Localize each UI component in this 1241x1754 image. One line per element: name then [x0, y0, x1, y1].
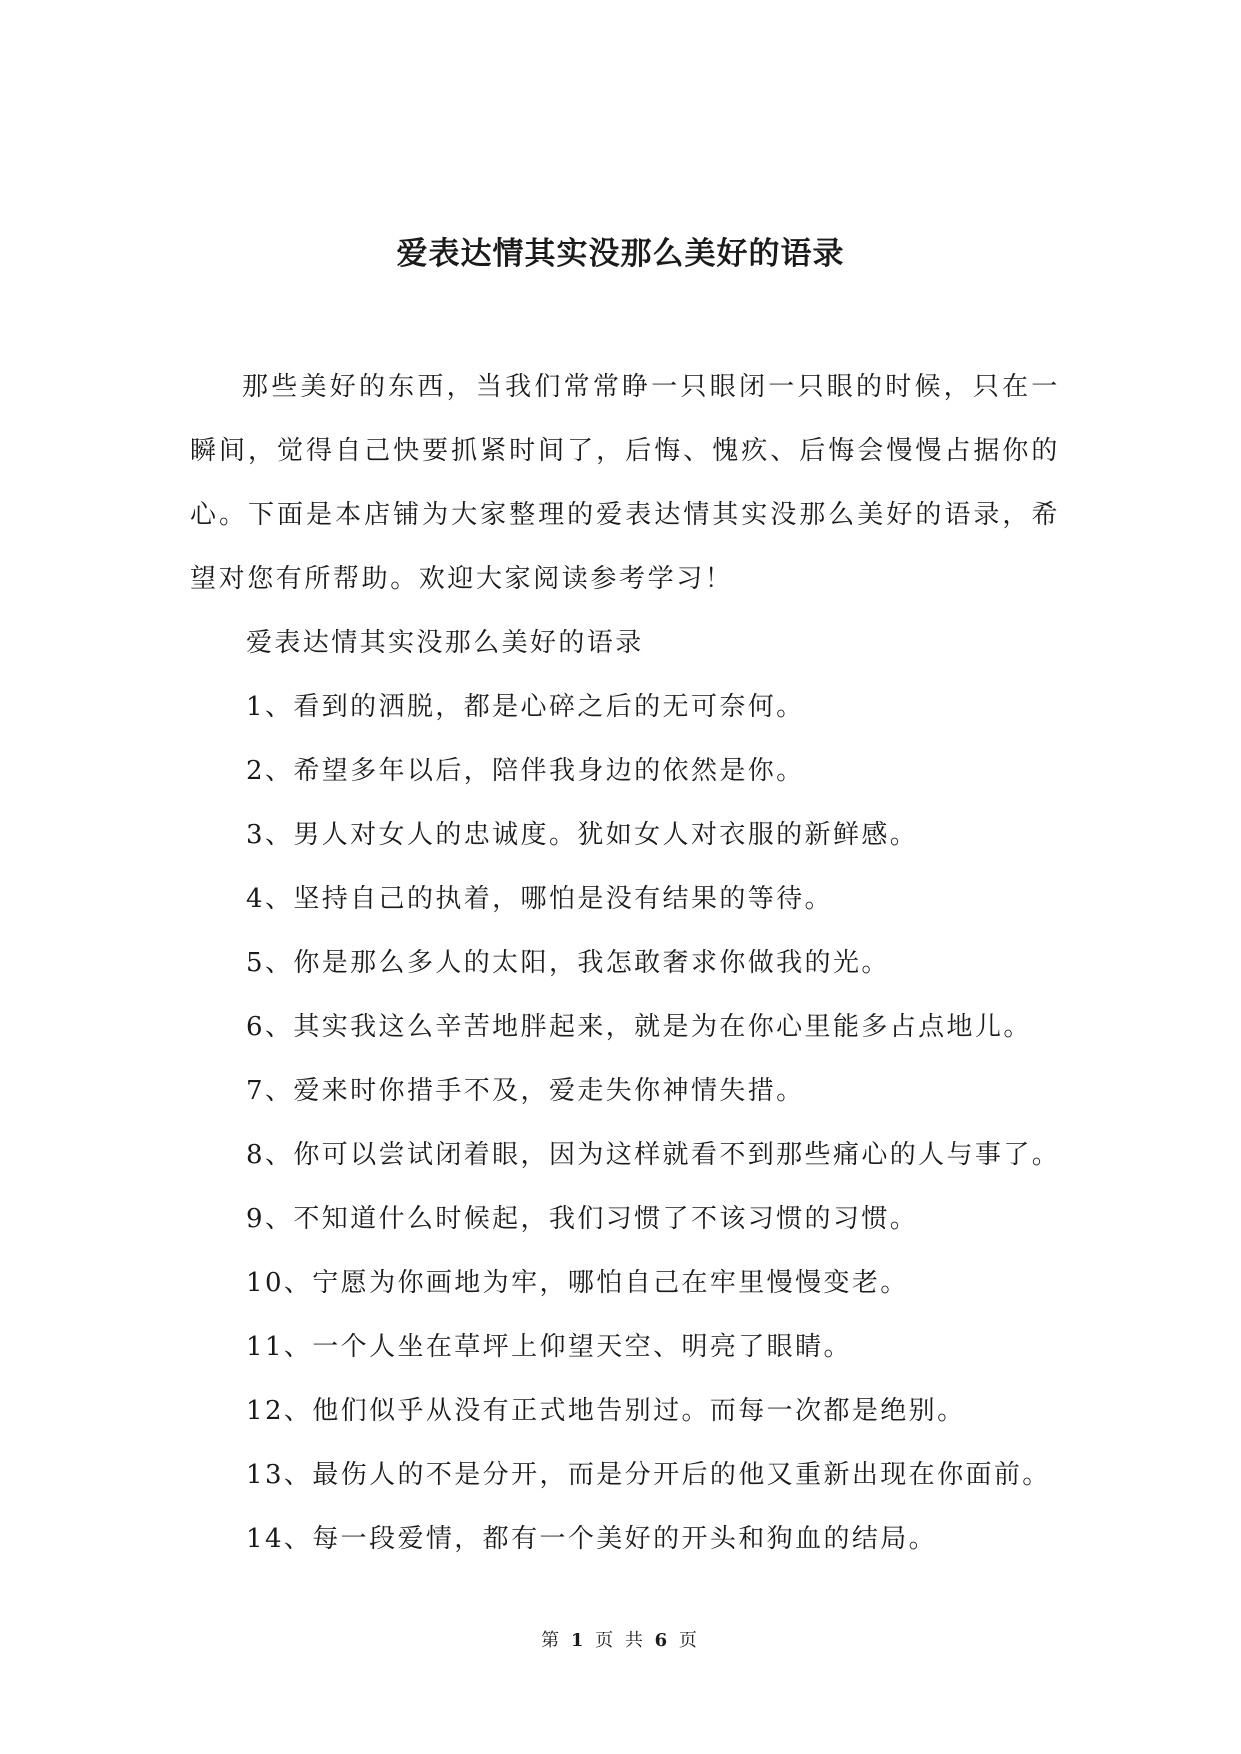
list-item: 14、每一段爱情，都有一个美好的开头和狗血的结局。 [246, 1524, 938, 1554]
footer-page-number: 1 [570, 1630, 587, 1651]
list-item: 8、你可以尝试闭着眼，因为这样就看不到那些痛心的人与事了。 [246, 1140, 1061, 1170]
list-item: 2、希望多年以后，陪伴我身边的依然是你。 [246, 756, 805, 786]
list-item: 12、他们似乎从没有正式地告别过。而每一次都是绝别。 [246, 1396, 966, 1426]
list-item: 13、最伤人的不是分开，而是分开后的他又重新出现在你面前。 [246, 1460, 1051, 1490]
list-item: 11、一个人坐在草坪上仰望天空、明亮了眼睛。 [246, 1332, 852, 1362]
list-item: 3、男人对女人的忠诚度。犹如女人对衣服的新鲜感。 [246, 820, 919, 850]
intro-paragraph: 那些美好的东西，当我们常常睁一只眼闭一只眼的时候，只在一瞬间，觉得自己快要抓紧时间了，后悔、愧疚、后悔会慢慢占据你的心。下面是本店铺为大家整理的爱表达情其实没那么美好的语录，希望对您有所帮助。欢迎大家阅读参考学习！ [190, 372, 1060, 594]
list-item: 10、宁愿为你画地为牢，哪怕自己在牢里慢慢变老。 [246, 1268, 909, 1298]
list-item: 5、你是那么多人的太阳，我怎敢奢求你做我的光。 [246, 948, 890, 978]
section-heading: 爱表达情其实没那么美好的语录 [246, 628, 644, 658]
list-item: 7、爱来时你措手不及，爱走失你神情失措。 [246, 1076, 805, 1106]
document-title: 爱表达情其实没那么美好的语录 [396, 236, 845, 272]
footer-middle: 页 共 [595, 1630, 646, 1651]
list-item: 4、坚持自己的执着，哪怕是没有结果的等待。 [246, 884, 833, 914]
list-item: 6、其实我这么辛苦地胖起来，就是为在你心里能多占点地儿。 [246, 1012, 1032, 1042]
footer-total-pages: 6 [654, 1630, 671, 1651]
footer-suffix: 页 [678, 1630, 700, 1651]
document-body [190, 355, 1060, 1571]
page-footer [0, 1626, 1241, 1652]
list-item: 9、不知道什么时候起，我们习惯了不该习惯的习惯。 [246, 1204, 919, 1234]
footer-prefix: 第 [541, 1630, 563, 1651]
list-item: 1、看到的洒脱，都是心碎之后的无可奈何。 [246, 692, 805, 722]
